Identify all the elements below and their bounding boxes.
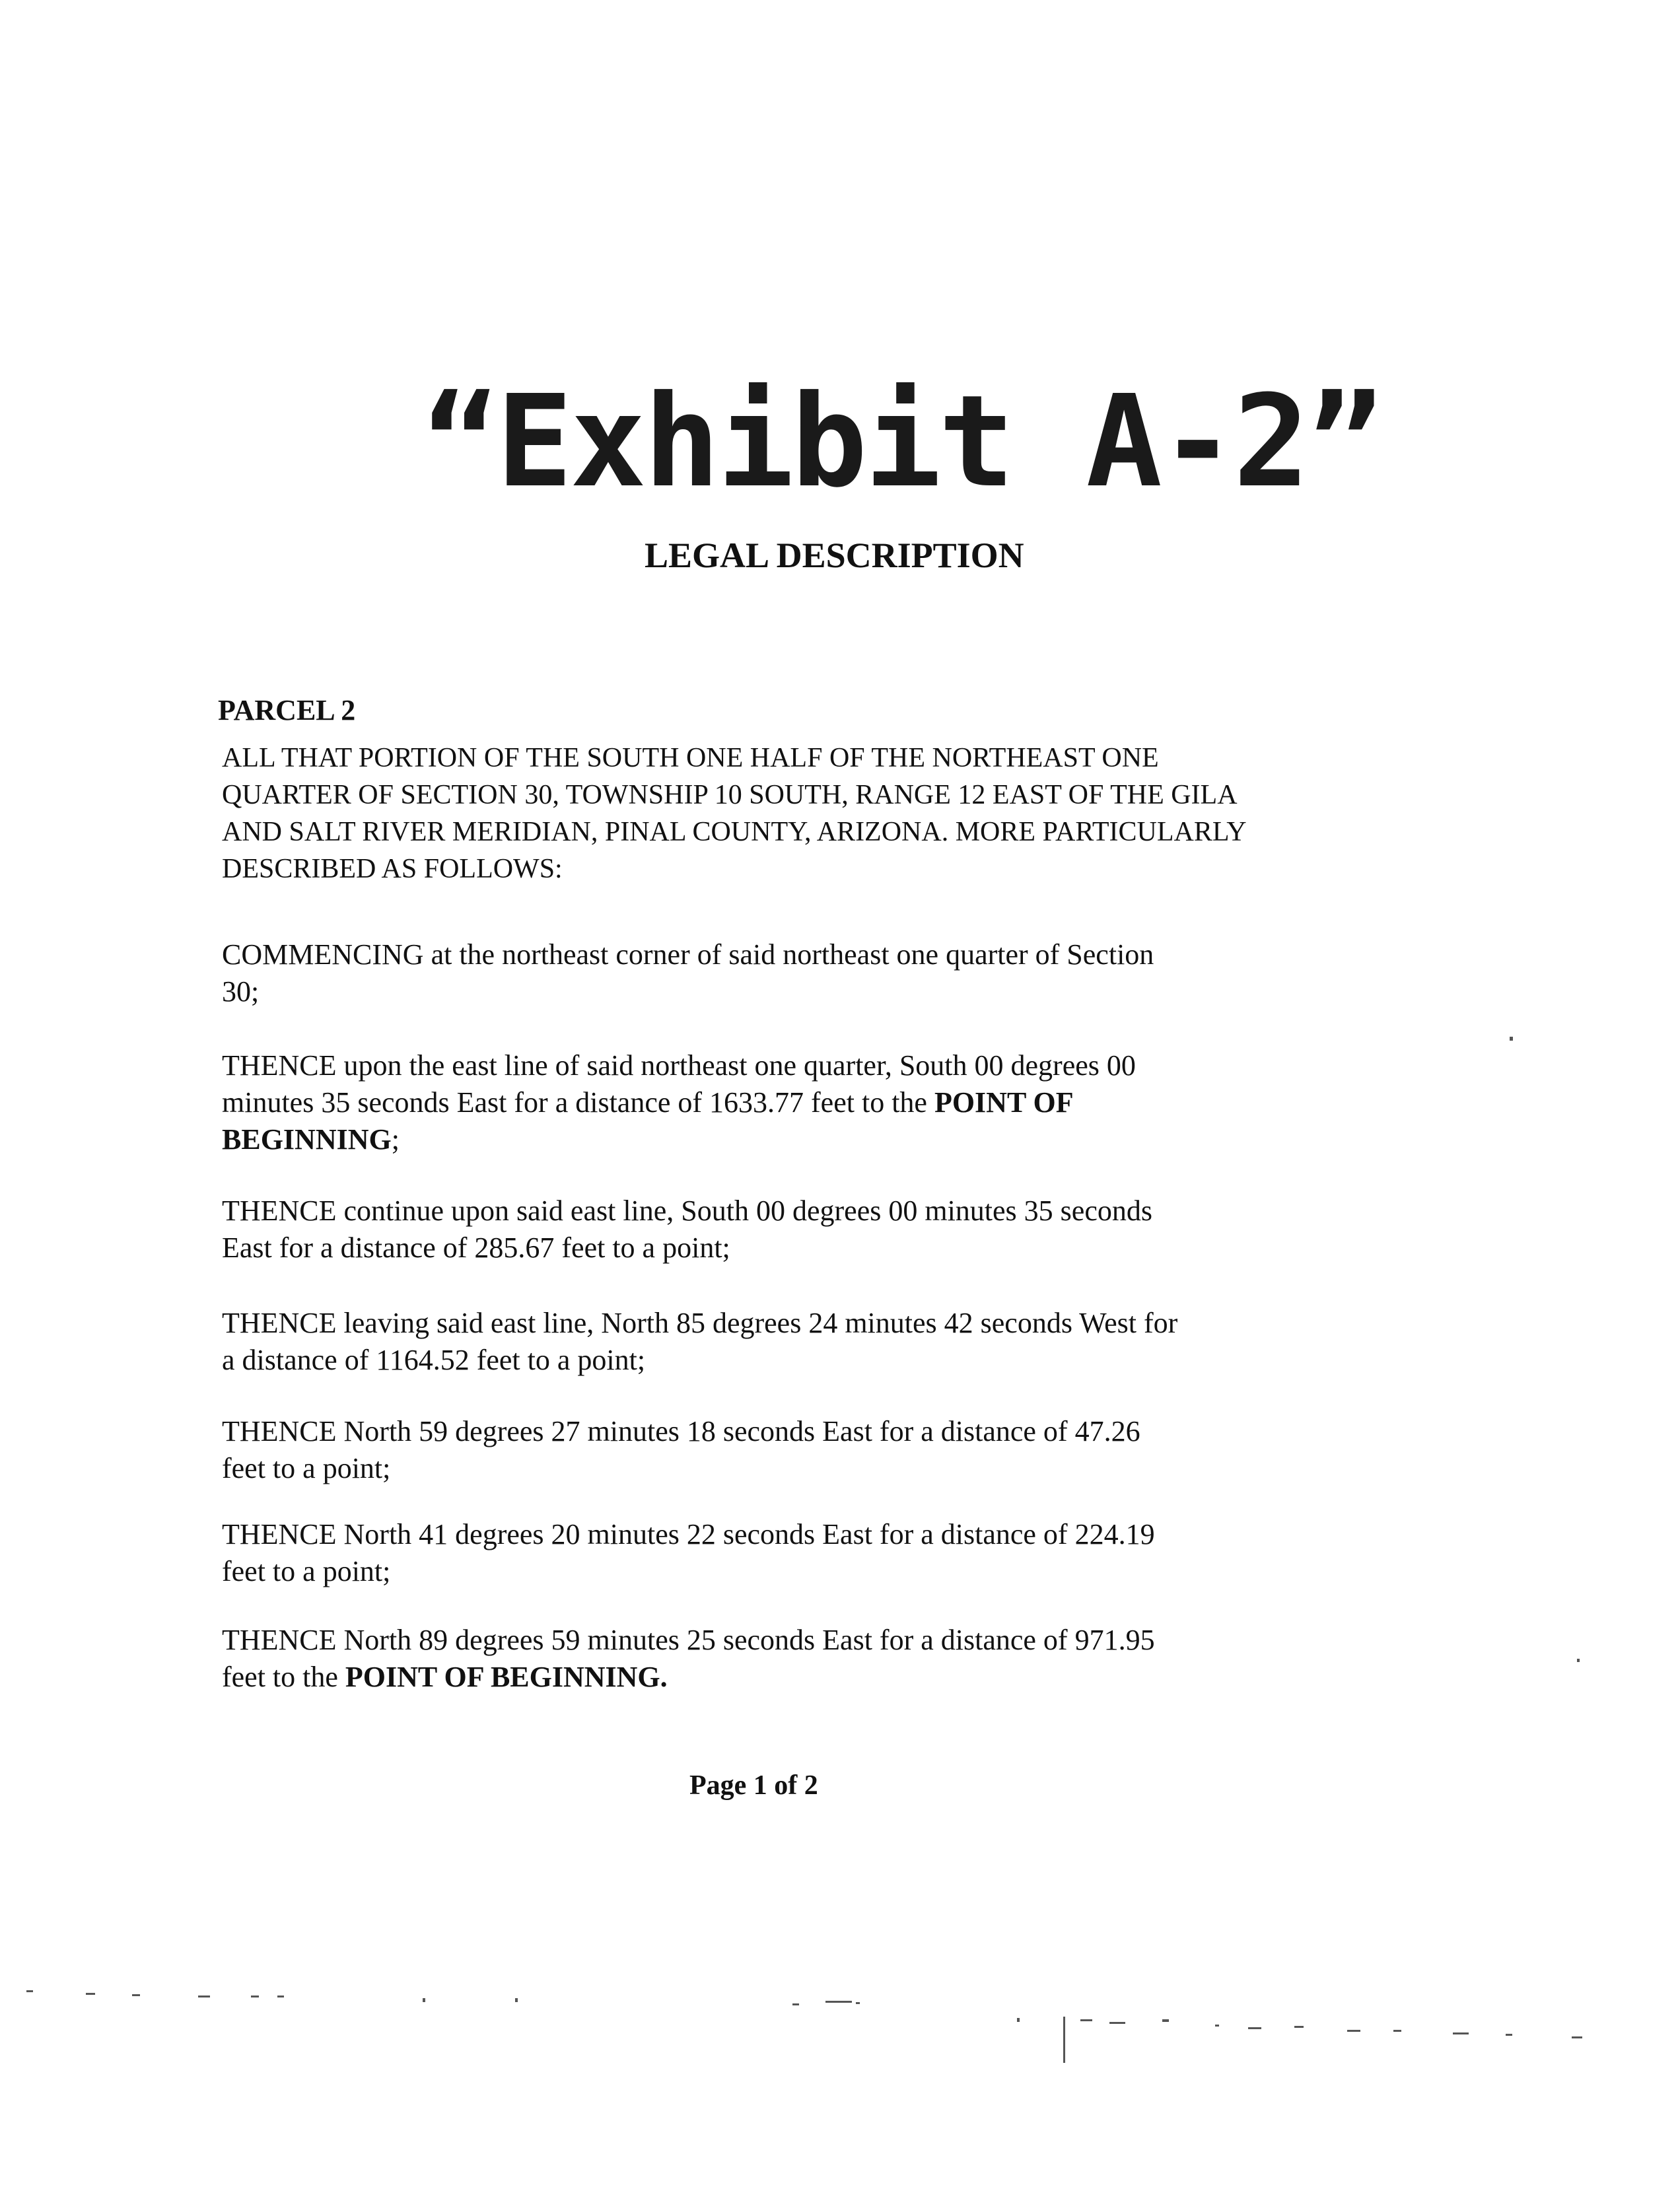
course-6-text: feet to the [222, 1661, 345, 1693]
point-of-beginning-label: POINT OF [934, 1086, 1074, 1119]
commencing-paragraph [222, 936, 1154, 1010]
intro-line: AND SALT RIVER MERIDIAN, PINAL COUNTY, ARIZONA. MORE PARTICULARLY [222, 817, 1247, 847]
course-5-line: THENCE North 41 degrees 20 minutes 22 seconds East for a distance of 224.19 [222, 1518, 1155, 1550]
course-1-text: ; [391, 1123, 400, 1156]
course-6-paragraph [222, 1622, 1155, 1696]
intro-line: QUARTER OF SECTION 30, TOWNSHIP 10 SOUTH, RANGE 12 EAST OF THE GILA [222, 780, 1238, 810]
course-1-line: THENCE upon the east line of said northeast one quarter, South 00 degrees 00 [222, 1049, 1136, 1082]
course-3-paragraph [222, 1305, 1177, 1379]
course-6-line: THENCE North 89 degrees 59 minutes 25 seconds East for a distance of 971.95 [222, 1624, 1155, 1656]
course-4-paragraph [222, 1413, 1140, 1487]
point-of-beginning-label: BEGINNING [222, 1123, 392, 1156]
course-2-line: THENCE continue upon said east line, South 00 degrees 00 minutes 35 seconds [222, 1195, 1152, 1227]
course-5-paragraph [222, 1516, 1155, 1590]
exhibit-title: “Exhibit A-2” [423, 368, 1381, 516]
course-1-text: minutes 35 seconds East for a distance of 1633.77 feet to the [222, 1086, 934, 1119]
document-subtitle: LEGAL DESCRIPTION [645, 536, 1024, 575]
course-2-paragraph [222, 1193, 1152, 1267]
course-1-paragraph [222, 1047, 1136, 1158]
intro-paragraph [222, 740, 1247, 887]
page-number: Page 1 of 2 [689, 1770, 818, 1801]
intro-line: ALL THAT PORTION OF THE SOUTH ONE HALF OF THE NORTHEAST ONE [222, 743, 1159, 773]
course-1-line [222, 1084, 1136, 1121]
point-of-beginning-label: POINT OF BEGINNING. [345, 1661, 668, 1693]
course-3-line: a distance of 1164.52 feet to a point; [222, 1344, 646, 1376]
intro-line: DESCRIBED AS FOLLOWS: [222, 854, 563, 884]
course-4-line: THENCE North 59 degrees 27 minutes 18 seconds East for a distance of 47.26 [222, 1415, 1140, 1447]
parcel-heading: PARCEL 2 [218, 694, 356, 726]
commencing-line: 30; [222, 975, 260, 1008]
course-2-line: East for a distance of 285.67 feet to a point; [222, 1232, 730, 1264]
commencing-line: COMMENCING at the northeast corner of said northeast one quarter of Section [222, 938, 1154, 971]
course-1-line [222, 1121, 1136, 1158]
course-5-line: feet to a point; [222, 1555, 391, 1587]
course-3-line: THENCE leaving said east line, North 85 degrees 24 minutes 42 seconds West for [222, 1307, 1178, 1339]
course-6-line [222, 1659, 1155, 1696]
course-4-line: feet to a point; [222, 1452, 391, 1484]
